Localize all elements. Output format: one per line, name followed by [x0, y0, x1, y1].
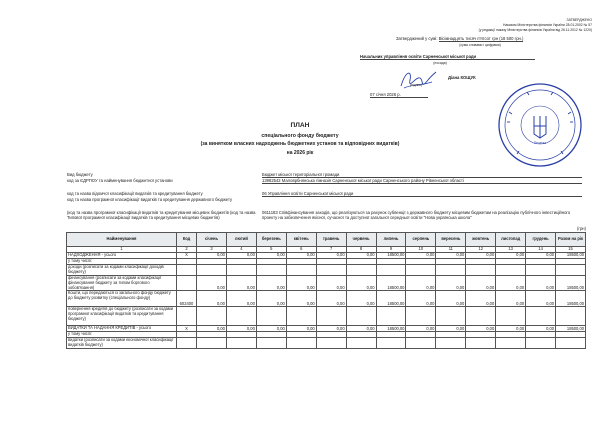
column-number-cell: 10	[406, 247, 436, 253]
col-header-jul: липень	[376, 233, 406, 247]
col-header-may: травень	[316, 233, 346, 247]
row-code	[177, 275, 197, 291]
row-month-value: 0,00	[436, 291, 466, 307]
approved-sum-label: Затверджений у сумі:	[396, 36, 438, 41]
row-month-value: 0,00	[197, 275, 227, 291]
row-total-value: 18500,00	[556, 253, 586, 259]
col-header-code: Код	[177, 233, 197, 247]
row-month-value	[226, 338, 256, 349]
row-code	[177, 307, 197, 326]
table-row	[67, 307, 586, 326]
row-month-value: 0,00	[286, 275, 316, 291]
row-month-value: 0,00	[226, 275, 256, 291]
column-number-cell: 6	[286, 247, 316, 253]
row-month-value: 0,00	[286, 291, 316, 307]
head-name: Діана КОЩУК	[448, 75, 476, 80]
row-month-value: 0,00	[316, 326, 346, 332]
row-month-value	[256, 338, 286, 349]
row-month-value: 0,00	[466, 326, 496, 332]
row-name: ВИДАТКИ ТА НАДАННЯ КРЕДИТІВ - усього	[67, 326, 177, 332]
column-number-cell: 5	[256, 247, 286, 253]
row-month-value	[466, 338, 496, 349]
row-code	[177, 264, 197, 275]
col-header-oct: жовтень	[466, 233, 496, 247]
row-month-value: 0,00	[406, 275, 436, 291]
row-month-value: 0,00	[256, 275, 286, 291]
column-number-cell: 15	[556, 247, 586, 253]
svg-text:Печатка: Печатка	[533, 141, 547, 145]
row-month-value	[286, 307, 316, 326]
row-month-value: 0,00	[226, 291, 256, 307]
col-header-aug: серпень	[406, 233, 436, 247]
position-caption: (посада)	[433, 61, 447, 65]
column-number-cell: 8	[346, 247, 376, 253]
row-month-value: 0,00	[316, 253, 346, 259]
table-row	[67, 275, 586, 291]
head-signature	[398, 66, 438, 94]
row-month-value: 0,00	[496, 275, 526, 291]
plan-subtitle: спеціального фонду бюджету	[261, 133, 339, 139]
row-month-value: 0,00	[436, 275, 466, 291]
row-month-value: 0,00	[526, 275, 556, 291]
row-month-value: 0,00	[286, 253, 316, 259]
table-row	[67, 264, 586, 275]
row-month-value	[197, 307, 227, 326]
info-local-program-value: 0611183 Співфінансування заходів, що реалізуються за рахунок субвенції з державного бюджету місцевим бюджетам на реалізацію публічного інвестиційного проекту на забезпечення якісної, сучасної та доступної загальної середньої освіти "Нова українська школа"	[262, 210, 571, 221]
column-number-cell: 14	[526, 247, 556, 253]
info-budget-type-label: Вид бюджету	[67, 172, 93, 177]
row-month-value: 0,00	[256, 291, 286, 307]
row-month-value: 0,00	[436, 326, 466, 332]
signature-caption: (підпис)	[410, 83, 423, 87]
currency-unit: (грн)	[577, 226, 586, 231]
plan-exclusion-note: (за винятком власних надходжень бюджетних установ та відповідних видатків)	[200, 141, 400, 147]
col-header-total: Разом на рік	[556, 233, 586, 247]
row-month-value	[526, 338, 556, 349]
column-number-cell: 3	[197, 247, 227, 253]
col-header-name: Найменування	[67, 233, 177, 247]
row-month-value: 0,00	[406, 326, 436, 332]
row-month-value: 0,00	[406, 291, 436, 307]
info-edrpou-value: 13982542 Маловрбнянська гімназія Сарненської міської ради Сарненського району Рівненської області	[262, 178, 582, 184]
info-dept-value: 06 Управління освіти Сарненської міської ради	[262, 191, 582, 197]
row-month-value	[197, 264, 227, 275]
row-month-value: 0,00	[466, 253, 496, 259]
row-month-value	[346, 307, 376, 326]
row-month-value: 0,00	[346, 326, 376, 332]
col-header-apr: квітень	[286, 233, 316, 247]
row-total-value	[556, 338, 586, 349]
row-total-value: 18500,00	[556, 291, 586, 307]
table-header-row	[67, 233, 586, 247]
amount-caption: (сума словами і цифрами)	[459, 43, 501, 47]
approval-order-edition: (у редакції наказу Міністерства фінансів України від 26.11.2012 № 1220)	[478, 28, 592, 32]
approved-sum-amount: Вісімнадцять тисяч п'ятсот грн (18 500 грн.)	[438, 36, 524, 41]
column-number-cell: 2	[177, 247, 197, 253]
row-code: Х	[177, 326, 197, 332]
row-month-value	[436, 307, 466, 326]
approved-sum	[396, 36, 592, 41]
row-total-value	[556, 264, 586, 275]
row-month-value: 18500,00	[376, 326, 406, 332]
row-month-value: 0,00	[197, 326, 227, 332]
row-month-value: 0,00	[226, 253, 256, 259]
row-name: доходи (розписати за кодами класифікації доходів бюджету)	[67, 264, 177, 275]
row-month-value: 0,00	[226, 326, 256, 332]
row-code	[177, 338, 197, 349]
row-name: Кошти, що передаються із загального фонду бюджету до бюджету розвитку (спеціального фонду)	[67, 291, 177, 307]
info-state-program-label: код та назва програмної класифікації видатків та кредитування державного бюджету	[67, 197, 233, 202]
plan-title: ПЛАН	[290, 122, 310, 129]
row-month-value: 0,00	[526, 291, 556, 307]
row-month-value	[526, 264, 556, 275]
column-number-cell: 7	[316, 247, 346, 253]
row-month-value: 0,00	[466, 275, 496, 291]
row-month-value	[406, 307, 436, 326]
row-name: у тому числі:	[67, 259, 177, 265]
row-month-value: 0,00	[466, 291, 496, 307]
info-local-program-label: (код та назва програмної класифікації видатків та кредитування місцевих бюджетів (код та назва Типової програмної класифікації видатків та кредитування місцевих бюджетів)	[67, 210, 256, 221]
table-row	[67, 291, 586, 307]
column-number-cell: 1	[67, 247, 177, 253]
info-edrpou-label: код за ЄДРПОУ та найменування бюджетної установи	[67, 178, 173, 183]
row-month-value	[226, 264, 256, 275]
col-header-mar: березень	[256, 233, 286, 247]
row-month-value	[286, 264, 316, 275]
row-month-value: 0,00	[526, 253, 556, 259]
row-month-value	[496, 264, 526, 275]
row-month-value	[496, 307, 526, 326]
row-month-value	[376, 307, 406, 326]
row-name: видатки (розписати за кодами економічної класифікації видатків бюджету)	[67, 338, 177, 349]
row-month-value	[316, 264, 346, 275]
col-header-sep: вересень	[436, 233, 466, 247]
approval-heading: ЗАТВЕРДЖЕНО	[566, 18, 592, 22]
row-month-value	[466, 307, 496, 326]
row-month-value	[286, 338, 316, 349]
row-month-value	[376, 338, 406, 349]
row-month-value	[197, 338, 227, 349]
official-stamp	[497, 82, 583, 168]
row-month-value	[316, 307, 346, 326]
col-header-dec: грудень	[526, 233, 556, 247]
approval-date: 07 січня 2026 р.	[370, 92, 428, 98]
plan-table	[66, 232, 586, 349]
row-month-value	[316, 338, 346, 349]
row-month-value: 18500,00	[376, 291, 406, 307]
approval-order-line: Наказом Міністерства фінансів України 28.01.2002 № 57	[503, 23, 592, 27]
row-month-value: 0,00	[496, 291, 526, 307]
row-name: повернення кредитів до бюджету (розписати за кодами програмної класифікації видатків та кредитування бюджету)	[67, 307, 177, 326]
row-month-value: 0,00	[526, 326, 556, 332]
row-month-value: 0,00	[406, 253, 436, 259]
column-number-cell: 12	[466, 247, 496, 253]
row-month-value: 0,00	[346, 253, 376, 259]
row-month-value	[526, 307, 556, 326]
row-name: фінансування (розписати за кодами класифікації фінансування бюджету за типом боргового зобов'язання)	[67, 275, 177, 291]
column-number-cell: 13	[496, 247, 526, 253]
row-code: 602400	[177, 291, 197, 307]
row-month-value: 0,00	[496, 326, 526, 332]
row-month-value	[256, 264, 286, 275]
row-month-value	[406, 264, 436, 275]
row-month-value: 0,00	[436, 253, 466, 259]
row-total-value	[556, 307, 586, 326]
plan-year: на 2026 рік	[286, 150, 314, 156]
column-number-cell: 11	[436, 247, 466, 253]
row-month-value	[376, 264, 406, 275]
head-position: Начальник управління освіти Сарненської міської ради	[360, 54, 535, 60]
row-month-value: 0,00	[197, 291, 227, 307]
row-month-value	[346, 338, 376, 349]
row-month-value: 0,00	[286, 326, 316, 332]
row-name: НАДХОДЖЕННЯ - усього	[67, 253, 177, 259]
row-month-value: 0,00	[256, 253, 286, 259]
row-month-value	[436, 264, 466, 275]
row-month-value: 0,00	[346, 275, 376, 291]
row-total-value: 18500,00	[556, 326, 586, 332]
row-code: Х	[177, 253, 197, 259]
col-header-jan: січень	[197, 233, 227, 247]
row-month-value	[436, 338, 466, 349]
col-header-feb: лютий	[226, 233, 256, 247]
col-header-nov: листопад	[496, 233, 526, 247]
row-month-value: 0,00	[316, 275, 346, 291]
row-month-value	[496, 338, 526, 349]
row-month-value	[466, 264, 496, 275]
column-number-cell: 4	[226, 247, 256, 253]
col-header-jun: червень	[346, 233, 376, 247]
row-total-value: 18500,00	[556, 275, 586, 291]
row-month-value	[346, 264, 376, 275]
row-month-value: 0,00	[197, 253, 227, 259]
column-number-cell: 9	[376, 247, 406, 253]
row-month-value: 0,00	[346, 291, 376, 307]
row-month-value: 0,00	[316, 291, 346, 307]
row-month-value: 18500,00	[376, 253, 406, 259]
table-row	[67, 338, 586, 349]
info-dept-label: код та назва відомчої класифікації видатків та кредитування бюджету	[67, 191, 203, 196]
row-month-value	[406, 338, 436, 349]
row-month-value	[256, 307, 286, 326]
row-month-value	[226, 307, 256, 326]
info-budget-type-value: Бюджет міської територіальної громади	[262, 172, 582, 178]
row-name: у тому числі:	[67, 332, 177, 338]
row-month-value: 0,00	[256, 326, 286, 332]
row-month-value: 18500,00	[376, 275, 406, 291]
row-month-value: 0,00	[496, 253, 526, 259]
